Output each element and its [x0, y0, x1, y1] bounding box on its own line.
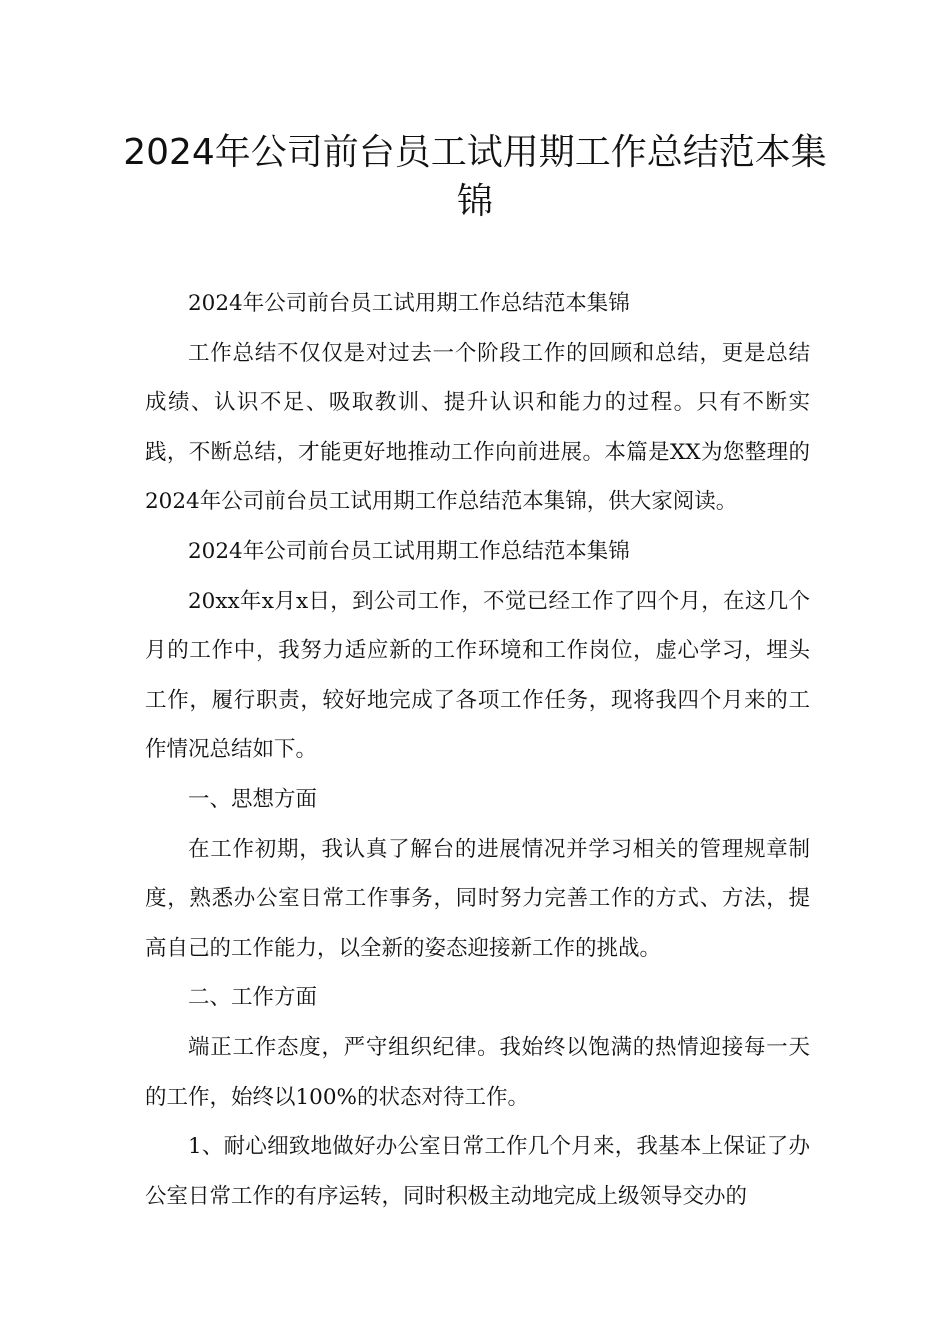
- paragraph: 工作总结不仅仅是对过去一个阶段工作的回顾和总结，更是总结成绩、认识不足、吸取教训、提升认识和能力的过程。只有不断实践，不断总结，才能更好地推动工作向前进展。本篇是XX为您整理的2024年公司前台员工试用期工作总结范本集锦，供大家阅读。: [145, 340, 810, 515]
- section-heading: 二、工作方面: [188, 985, 318, 1011]
- document-body: [145, 279, 810, 1221]
- document-title: 2024年公司前台员工试用期工作总结范本集锦: [123, 132, 827, 222]
- paragraph: 1、耐心细致地做好办公室日常工作几个月来，我基本上保证了办公室日常工作的有序运转，同时积极主动地完成上级领导交办的: [145, 1134, 810, 1209]
- section-heading: 一、思想方面: [188, 786, 318, 812]
- paragraph: 2024年公司前台员工试用期工作总结范本集锦: [188, 538, 630, 564]
- paragraph: 在工作初期，我认真了解台的进展情况并学习相关的管理规章制度，熟悉办公室日常工作事务，同时努力完善工作的方式、方法，提高自己的工作能力，以全新的姿态迎接新工作的挑战。: [145, 836, 810, 961]
- paragraph: 20xx年x月x日，到公司工作，不觉已经工作了四个月，在这几个月的工作中，我努力适应新的工作环境和工作岗位，虚心学习，埋头工作，履行职责，较好地完成了各项工作任务，现将我四个月来的工作情况总结如下。: [145, 588, 810, 763]
- paragraph: 2024年公司前台员工试用期工作总结范本集锦: [188, 291, 630, 316]
- paragraph: 端正工作态度，严守组织纪律。我始终以饱满的热情迎接每一天的工作，始终以100%的状态对待工作。: [145, 1034, 810, 1110]
